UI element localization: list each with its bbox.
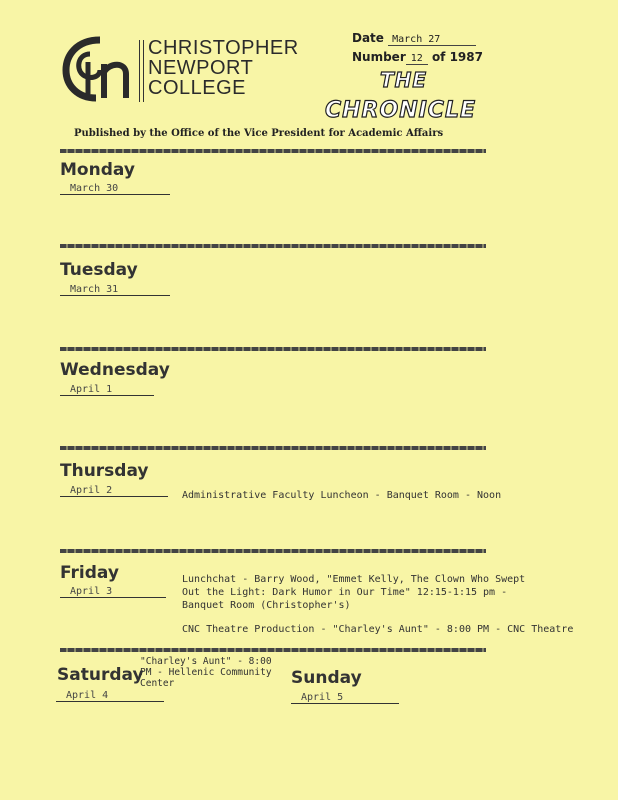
section-divider <box>60 549 486 553</box>
college-name <box>148 38 299 98</box>
date-saturday: April 4 <box>56 690 164 702</box>
event-friday-theatre: CNC Theatre Production - "Charley's Aunt" - 8:00 PM - CNC Theatre <box>182 624 574 635</box>
event-thursday: Administrative Faculty Luncheon - Banquet Room - Noon <box>182 490 502 501</box>
college-logo-icon <box>60 34 140 104</box>
college-name-line2: NEWPORT <box>148 57 254 79</box>
day-heading-thursday: Thursday <box>60 461 149 481</box>
event-line: Out the Light: Dark Humor in Our Time" 12:15-1:15 pm - <box>182 587 508 598</box>
date-monday: March 30 <box>60 183 170 195</box>
event-line: Banquet Room (Christopher's) <box>182 600 351 611</box>
day-heading-saturday: Saturday <box>57 665 144 685</box>
event-line: "Charley's Aunt" - 8:00 <box>140 656 272 667</box>
section-divider <box>60 446 486 450</box>
event-friday-lunchchat <box>182 573 525 612</box>
event-line: PM - Hellenic Community <box>140 667 272 678</box>
college-name-line3: COLLEGE <box>148 77 246 99</box>
date-thursday: April 2 <box>60 485 168 497</box>
date-sunday: April 5 <box>291 692 399 704</box>
day-heading-wednesday: Wednesday <box>60 360 170 380</box>
date-friday: April 3 <box>60 586 166 598</box>
section-divider <box>60 347 486 351</box>
section-divider <box>60 648 486 652</box>
day-heading-monday: Monday <box>60 160 135 180</box>
masthead-the: THE <box>380 68 428 92</box>
date-wednesday: April 1 <box>60 384 154 396</box>
masthead-chronicle: CHRONICLE <box>325 98 476 123</box>
day-heading-tuesday: Tuesday <box>60 260 138 280</box>
event-line: Center <box>140 678 175 689</box>
day-heading-sunday: Sunday <box>291 668 362 688</box>
date-value: March 27 <box>388 34 476 46</box>
college-name-line1: CHRISTOPHER <box>148 37 299 59</box>
section-divider <box>60 149 486 153</box>
year-label: of 1987 <box>431 50 483 64</box>
date-label: Date <box>352 31 384 45</box>
published-by: Published by the Office of the Vice President for Academic Affairs <box>74 128 444 139</box>
number-label: Number <box>352 50 406 64</box>
event-saturday <box>140 656 272 689</box>
event-line: Lunchchat - Barry Wood, "Emmet Kelly, The Clown Who Swept <box>182 574 526 585</box>
logo-divider <box>139 40 144 102</box>
section-divider <box>60 244 486 248</box>
number-value: 12 <box>406 53 428 65</box>
date-tuesday: March 31 <box>60 284 170 296</box>
day-heading-friday: Friday <box>60 563 119 583</box>
issue-info <box>352 31 483 65</box>
